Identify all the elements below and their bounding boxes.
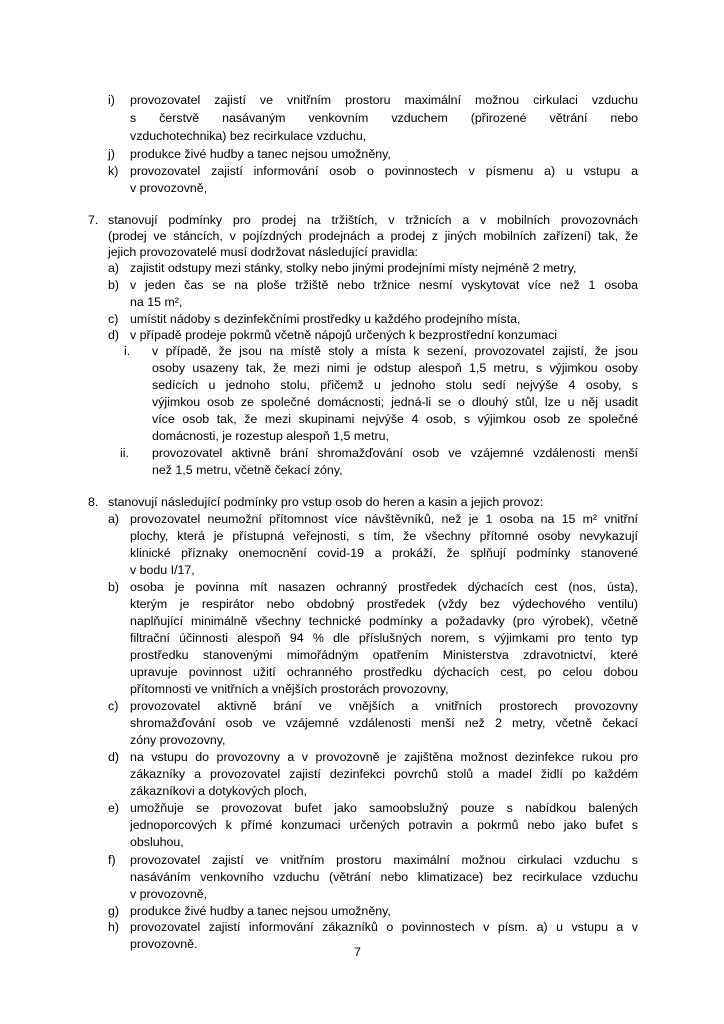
item-marker: b) [108,580,120,594]
item-marker: d) [108,750,120,764]
item-text: shromažďování osob ve vzájemné vzdálenosti menší než 2 metry, včetně čekací [130,716,638,730]
subitem-text: sedících u jednoho stolu, přičemž u jednoho stolu sedí nejvýše 4 osoby, s [152,378,638,392]
item-text: v provozovně, [130,181,208,195]
item-text: provozovatel zajistí ve vnitřním prostoru maximální možnou cirkulaci vzduchu [130,93,638,107]
item-text: zákazníky a provozovatel zajistí dezinfekci povrchů stolů a madel židlí po každém [130,767,638,781]
item-text: plochy, která je přístupná veřejnosti, s tím, že všechny přítomné osoby nevykazují [130,529,638,543]
item-text: umístit nádoby s dezinfekčními prostředky u každého prodejního místa, [130,312,521,326]
item-text: filtrační účinnosti alespoň 94 % dle příslušných norem, s výjimkami pro tento typ [130,631,638,645]
item-text: zajistit odstupy mezi stánky, stolky nebo jinými prodejními místy nejméně 2 metry, [130,261,577,275]
subitem-marker: i. [124,344,131,358]
item-text: provozovně. [130,937,198,951]
item-marker: f) [108,853,116,867]
subitem-text: domácnosti, je rozestup alespoň 1,5 metru, [152,429,389,443]
item-text: zóny provozovny, [130,733,226,747]
subitem-text: než 1,5 metru, včetně čekací zóny, [152,463,343,477]
subitem-text: provozovatel aktivně brání shromažďování osob ve vzájemné vzdálenosti menší [152,446,638,460]
item-marker: b) [108,278,120,292]
item-text: provozovatel neumožní přítomnost více návštěvníků, než je 1 osoba na 15 m² vnitřní [130,512,638,526]
item-text: klinické příznaky onemocnění covid-19 a prokáží, že splňují podmínky stanovené [130,546,638,560]
subitem-marker: ii. [120,446,129,460]
page-number: 7 [354,945,361,959]
item-marker: d) [108,328,120,342]
item-text: provozovatel aktivně brání ve vnějších a vnitřních prostorech provozovny [130,699,638,713]
item-text: v jeden čas se na ploše tržiště nebo tržnice nesmí vyskytovat více než 1 osoba [130,278,638,292]
item-text: osoba je povinna mít nasazen ochranný prostředek dýchacích cest (nos, ústa), [130,580,638,594]
item-text: na vstupu do provozovny a v provozovně je zajištěna možnost dezinfekce rukou pro [130,750,638,764]
item-text: jednoporcových k přímé konzumaci určených potravin a pokrmů nebo jako bufet s [130,818,638,832]
section-number: 8. [88,495,99,509]
section-intro: (prodej ve stáncích, v pojízdných prodejnách a prodej z jiných mobilních zařízení) tak, že [108,229,638,243]
item-text: produkce živé hudby a tanec nejsou umožněny, [130,904,391,918]
item-marker: a) [108,512,120,526]
item-marker: k) [108,164,119,178]
item-marker: h) [108,920,120,934]
item-text: s čerstvě nasávaným venkovním vzduchem (přirozené větrání nebo [130,111,638,125]
item-text: upravuje povinnost užití ochranného prostředku dýchacích cest, po celou dobou [130,665,638,679]
subitem-text: více osob tak, že mezi skupinami nejvýše 4 osob, s výjimkou osob ze společné [152,412,638,426]
item-text: v bodu I/17, [130,563,195,577]
section-number: 7. [88,213,99,227]
subitem-text: osoby usazeny tak, že mezi nimi je odstup alespoň 1,5 metru, s výjimkou osoby [152,361,638,375]
item-text: umožňuje se provozovat bufet jako samoobslužný pouze s nabídkou balených [130,801,638,815]
item-marker: c) [108,699,119,713]
item-text: obsluhou, [130,835,184,849]
item-marker: j) [108,147,115,161]
item-marker: g) [108,904,120,918]
item-text: v provozovně, [130,887,208,901]
item-marker: e) [108,801,120,815]
item-text: kterým je respirátor nebo obdobný prostředek (vždy bez výdechového ventilu) [130,597,638,611]
section-intro: stanovují následující podmínky pro vstup osob do heren a kasin a jejich provoz: [108,495,544,509]
section-intro: jejich provozovatelé musí dodržovat následující pravidla: [108,245,418,259]
item-text: zákazníkovi a dotykových ploch, [130,784,308,798]
item-text: vzduchotechnika) bez recirkulace vzduchu, [130,129,367,143]
item-marker: c) [108,312,119,326]
item-text: na 15 m², [130,295,183,309]
section-intro: stanovují podmínky pro prodej na tržištích, v tržnicích a v mobilních provozovnách [108,213,638,227]
item-text: v případě prodeje pokrmů včetně nápojů určených k bezprostřední konzumaci [130,328,558,342]
item-marker: a) [108,261,120,275]
item-text: nasáváním venkovního vzduchu (větrání nebo klimatizace) bez recirkulace vzduchu [130,870,638,884]
item-text: prostředku stanovenými mimořádným opatřením Ministerstva zdravotnictví, které [130,648,638,662]
subitem-text: v případě, že jsou na místě stoly a místa k sezení, provozovatel zajistí, že jsou [152,344,638,358]
item-marker: i) [108,93,115,107]
item-text: provozovatel zajistí ve vnitřním prostoru maximální možnou cirkulaci vzduchu s [130,853,638,867]
item-text: naplňující minimálně všechny technické podmínky a požadavky (pro výrobek), včetně [130,614,638,628]
item-text: provozovatel zajistí informování zákazníků o povinnostech v písm. a) u vstupu a v [130,920,638,934]
item-text: produkce živé hudby a tanec nejsou umožněny, [130,147,391,161]
item-text: přítomnosti ve vnitřních a vnějších prostorách provozovny, [130,682,449,696]
item-text: provozovatel zajistí informování osob o povinnostech v písmenu a) u vstupu a [130,164,638,178]
subitem-text: výjimkou osob ze společné domácnosti; jedná-li se o dlouhý stůl, lze u něj usadit [152,395,638,409]
